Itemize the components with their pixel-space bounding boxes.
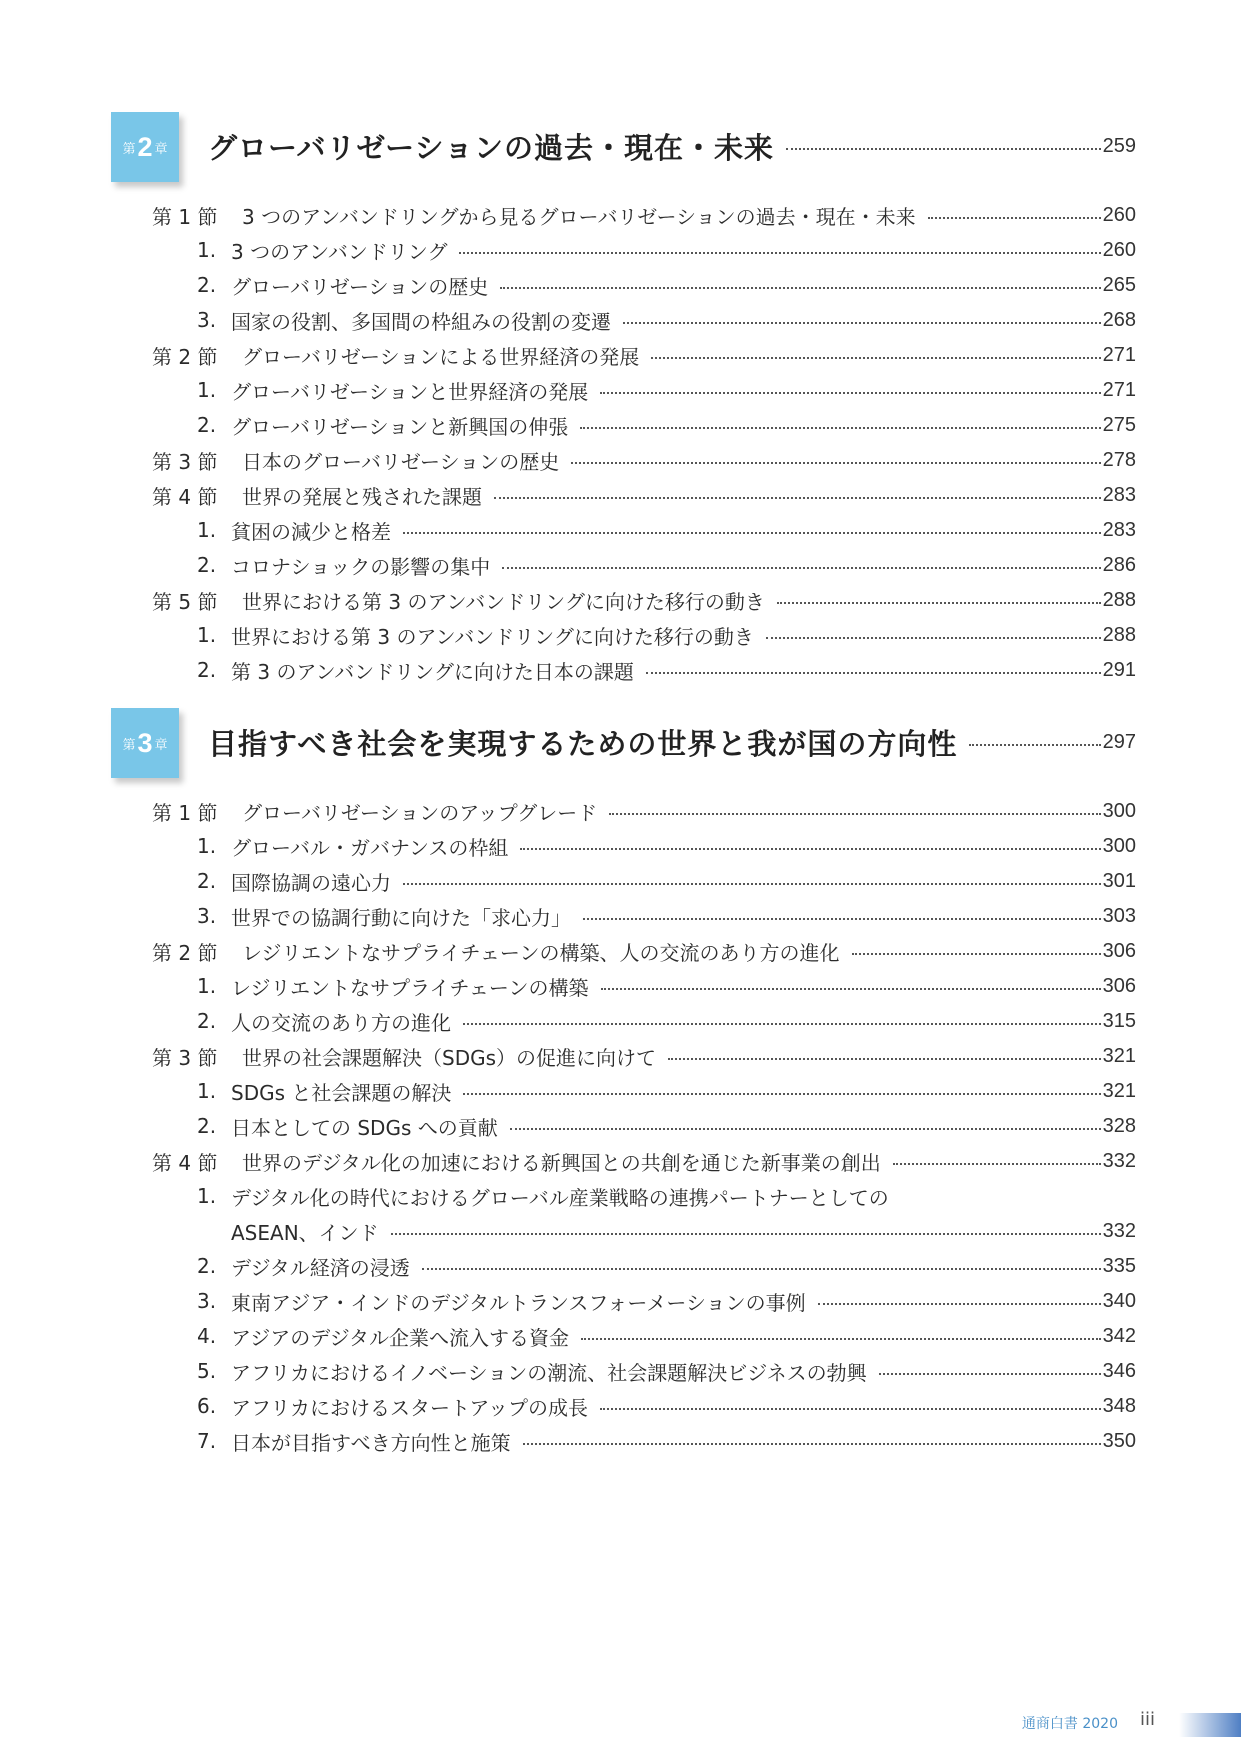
entry-page: 268 <box>1102 308 1136 331</box>
entry-page: 342 <box>1102 1324 1136 1347</box>
entry-page: 301 <box>1102 869 1136 892</box>
leader-dots <box>523 1443 1101 1445</box>
subsection-number: 3. <box>197 308 217 332</box>
toc-subsection[interactable] <box>197 1286 1136 1316</box>
leader-dots <box>893 1163 1101 1165</box>
subsection-title: コロナショックの影響の集中 <box>231 554 491 579</box>
leader-dots <box>668 1058 1101 1060</box>
subsection-title: グローバリゼーションの歴史 <box>231 274 489 299</box>
subsection-number: 1. <box>197 1184 217 1208</box>
leader-dots <box>879 1373 1101 1375</box>
section-number: 第 3 節 <box>152 1045 218 1070</box>
subsection-number: 7. <box>197 1429 217 1453</box>
leader-dots <box>601 988 1101 990</box>
subsection-title: グローバリゼーションと世界経済の発展 <box>231 379 589 404</box>
subsection-title: デジタル経済の浸透 <box>231 1255 410 1280</box>
section-title: レジリエントなサプライチェーンの構築、人の交流のあり方の進化 <box>242 940 840 965</box>
toc-subsection[interactable] <box>197 1006 1136 1036</box>
subsection-title: 国家の役割、多国間の枠組みの役割の変遷 <box>231 309 611 334</box>
entry-page: 348 <box>1102 1394 1136 1417</box>
subsection-title: レジリエントなサプライチェーンの構築 <box>231 975 589 1000</box>
subsection-number: 1. <box>197 378 217 402</box>
leader-dots <box>646 672 1101 674</box>
leader-dots <box>581 1338 1101 1340</box>
entry-page: 291 <box>1102 658 1136 681</box>
leader-dots <box>403 883 1101 885</box>
toc-subsection[interactable] <box>197 305 1136 335</box>
toc-subsection[interactable] <box>197 971 1136 1001</box>
chapter-badge-number: 2 <box>137 131 153 162</box>
subsection-number: 2. <box>197 553 217 577</box>
leader-dots <box>510 1128 1101 1130</box>
toc-section[interactable] <box>152 936 1136 966</box>
entry-page: 260 <box>1102 203 1136 226</box>
chapter-badge-prefix: 第 <box>122 737 136 753</box>
section-number: 第 1 節 <box>152 800 218 825</box>
subsection-title: 世界での協調行動に向けた「求心力」 <box>231 905 571 930</box>
subsection-number: 1. <box>197 518 217 542</box>
leader-dots <box>600 1408 1101 1410</box>
chapter-badge-suffix: 章 <box>154 737 168 753</box>
toc-section[interactable] <box>152 585 1136 615</box>
section-title: グローバリゼーションのアップグレード <box>242 800 598 825</box>
toc-subsection[interactable] <box>197 866 1136 896</box>
subsection-title: 東南アジア・インドのデジタルトランスフォーメーションの事例 <box>231 1290 806 1315</box>
subsection-number: 6. <box>197 1394 217 1418</box>
entry-page: 271 <box>1102 378 1136 401</box>
subsection-number: 2. <box>197 658 217 682</box>
toc-subsection[interactable] <box>197 1111 1136 1141</box>
entry-page: 300 <box>1102 834 1136 857</box>
section-number: 第 3 節 <box>152 449 218 474</box>
subsection-title: 第 3 のアンバンドリングに向けた日本の課題 <box>231 659 634 684</box>
chapter-heading-row[interactable] <box>208 126 1136 166</box>
toc-subsection[interactable] <box>197 1251 1136 1281</box>
entry-page: 315 <box>1102 1009 1136 1032</box>
section-number: 第 2 節 <box>152 940 218 965</box>
section-title: 日本のグローバリゼーションの歴史 <box>242 449 560 474</box>
toc-subsection[interactable] <box>197 550 1136 580</box>
leader-dots <box>583 918 1101 920</box>
subsection-title: アフリカにおけるイノベーションの潮流、社会課題解決ビジネスの勃興 <box>231 1360 867 1385</box>
toc-subsection[interactable] <box>197 1181 1136 1211</box>
leader-dots <box>391 1233 1101 1235</box>
toc-subsection[interactable] <box>197 375 1136 405</box>
subsection-number: 1. <box>197 974 217 998</box>
leader-dots <box>609 813 1100 815</box>
subsection-number: 3. <box>197 904 217 928</box>
chapter-badge <box>111 112 179 182</box>
leader-dots <box>852 953 1101 955</box>
leader-dots <box>571 462 1100 464</box>
toc-subsection-continued[interactable] <box>231 1216 1136 1246</box>
subsection-title: 国際協調の遠心力 <box>231 870 391 895</box>
entry-page: 300 <box>1102 799 1136 822</box>
leader-dots <box>520 848 1100 850</box>
leader-dots <box>580 427 1100 429</box>
subsection-title: 日本としての SDGs への貢献 <box>231 1115 498 1140</box>
chapter-page: 259 <box>1102 134 1136 157</box>
subsection-title-continued: ASEAN、インド <box>231 1220 379 1245</box>
leader-dots <box>766 637 1101 639</box>
chapter-badge-suffix: 章 <box>154 141 168 157</box>
subsection-title: グローバリゼーションと新興国の伸張 <box>231 414 569 439</box>
chapter-title: グローバリゼーションの過去・現在・未来 <box>208 130 774 165</box>
leader-dots <box>500 287 1100 289</box>
leader-dots <box>502 567 1100 569</box>
leader-dots <box>969 744 1100 746</box>
entry-page: 306 <box>1102 974 1136 997</box>
entry-page: 340 <box>1102 1289 1136 1312</box>
section-number: 第 2 節 <box>152 344 218 369</box>
toc-section[interactable] <box>152 1146 1136 1176</box>
chapter-badge-number: 3 <box>137 727 153 758</box>
leader-dots <box>422 1268 1101 1270</box>
entry-page: 328 <box>1102 1114 1136 1137</box>
section-title: 世界の社会課題解決（SDGs）の促進に向けて <box>242 1045 657 1070</box>
page-footer <box>0 1709 1241 1739</box>
leader-dots <box>818 1303 1101 1305</box>
publication-name: 通商白書 2020 <box>1021 1716 1118 1732</box>
entry-page: 288 <box>1102 588 1136 611</box>
leader-dots <box>459 252 1100 254</box>
toc-subsection[interactable] <box>197 1076 1136 1106</box>
leader-dots <box>600 392 1100 394</box>
section-title: グローバリゼーションによる世界経済の発展 <box>242 344 640 369</box>
subsection-title: 貧困の減少と格差 <box>231 519 391 544</box>
toc-section[interactable] <box>152 480 1136 510</box>
subsection-number: 2. <box>197 413 217 437</box>
entry-page: 321 <box>1102 1044 1136 1067</box>
section-number: 第 4 節 <box>152 484 218 509</box>
leader-dots <box>651 357 1100 359</box>
leader-dots <box>777 602 1101 604</box>
chapter-badge-prefix: 第 <box>122 141 136 157</box>
entry-page: 346 <box>1102 1359 1136 1382</box>
leader-dots <box>403 532 1101 534</box>
section-number: 第 1 節 <box>152 204 218 229</box>
entry-page: 283 <box>1102 518 1136 541</box>
entry-page: 350 <box>1102 1429 1136 1452</box>
leader-dots <box>494 497 1101 499</box>
subsection-number: 5. <box>197 1359 217 1383</box>
subsection-number: 1. <box>197 1079 217 1103</box>
entry-page: 265 <box>1102 273 1136 296</box>
subsection-number: 2. <box>197 1254 217 1278</box>
entry-page: 303 <box>1102 904 1136 927</box>
toc-subsection[interactable] <box>197 655 1136 685</box>
entry-page: 332 <box>1102 1149 1136 1172</box>
toc-subsection[interactable] <box>197 270 1136 300</box>
section-title: 3 つのアンバンドリングから見るグローバリゼーションの過去・現在・未来 <box>242 204 916 229</box>
toc-section[interactable] <box>152 445 1136 475</box>
section-number: 第 5 節 <box>152 589 218 614</box>
entry-page: 283 <box>1102 483 1136 506</box>
subsection-title: アジアのデジタル企業へ流入する資金 <box>231 1325 569 1350</box>
leader-dots <box>928 217 1101 219</box>
entry-page: 275 <box>1102 413 1136 436</box>
chapter-title: 目指すべき社会を実現するための世界と我が国の方向性 <box>208 726 958 761</box>
leader-dots <box>786 148 1101 150</box>
entry-page: 278 <box>1102 448 1136 471</box>
leader-dots <box>463 1023 1101 1025</box>
page-number: iii <box>1139 1709 1155 1730</box>
chapter-heading-row[interactable] <box>208 722 1136 762</box>
subsection-title: 3 つのアンバンドリング <box>231 239 448 264</box>
subsection-title: デジタル化の時代におけるグローバル産業戦略の連携パートナーとしての <box>231 1185 889 1210</box>
section-title: 世界における第 3 のアンバンドリングに向けた移行の動き <box>242 589 765 614</box>
entry-page: 271 <box>1102 343 1136 366</box>
toc-section[interactable] <box>152 200 1136 230</box>
subsection-number: 2. <box>197 1009 217 1033</box>
toc-subsection[interactable] <box>197 1391 1136 1421</box>
toc-subsection[interactable] <box>197 1356 1136 1386</box>
subsection-number: 1. <box>197 238 217 262</box>
entry-page: 306 <box>1102 939 1136 962</box>
subsection-number: 1. <box>197 834 217 858</box>
subsection-title: SDGs と社会課題の解決 <box>231 1080 452 1105</box>
section-title: 世界の発展と残された課題 <box>242 484 482 509</box>
toc-section[interactable] <box>152 1041 1136 1071</box>
entry-page: 288 <box>1102 623 1136 646</box>
toc-subsection[interactable] <box>197 410 1136 440</box>
section-title: 世界のデジタル化の加速における新興国との共創を通じた新事業の創出 <box>242 1150 881 1175</box>
chapter-page: 297 <box>1102 730 1136 753</box>
section-number: 第 4 節 <box>152 1150 218 1175</box>
entry-page: 286 <box>1102 553 1136 576</box>
toc-section[interactable] <box>152 796 1136 826</box>
entry-page: 260 <box>1102 238 1136 261</box>
toc-subsection[interactable] <box>197 235 1136 265</box>
footer-gradient-bar <box>1179 1713 1241 1737</box>
subsection-number: 2. <box>197 273 217 297</box>
chapter-badge <box>111 708 179 778</box>
toc-subsection[interactable] <box>197 515 1136 545</box>
subsection-number: 4. <box>197 1324 217 1348</box>
subsection-number: 2. <box>197 1114 217 1138</box>
subsection-number: 2. <box>197 869 217 893</box>
toc-subsection[interactable] <box>197 620 1136 650</box>
subsection-title: 人の交流のあり方の進化 <box>231 1010 451 1035</box>
subsection-title: グローバル・ガバナンスの枠組 <box>231 835 509 860</box>
leader-dots <box>463 1093 1100 1095</box>
toc-subsection[interactable] <box>197 1426 1136 1456</box>
subsection-number: 1. <box>197 623 217 647</box>
toc-section[interactable] <box>152 340 1136 370</box>
toc-subsection[interactable] <box>197 901 1136 931</box>
toc-subsection[interactable] <box>197 1321 1136 1351</box>
subsection-title: アフリカにおけるスタートアップの成長 <box>231 1395 588 1420</box>
subsection-number: 3. <box>197 1289 217 1313</box>
subsection-title: 世界における第 3 のアンバンドリングに向けた移行の動き <box>231 624 754 649</box>
entry-page: 321 <box>1102 1079 1136 1102</box>
leader-dots <box>623 322 1101 324</box>
entry-page: 335 <box>1102 1254 1136 1277</box>
entry-page: 332 <box>1102 1219 1136 1242</box>
toc-subsection[interactable] <box>197 831 1136 861</box>
subsection-title: 日本が目指すべき方向性と施策 <box>231 1430 511 1455</box>
